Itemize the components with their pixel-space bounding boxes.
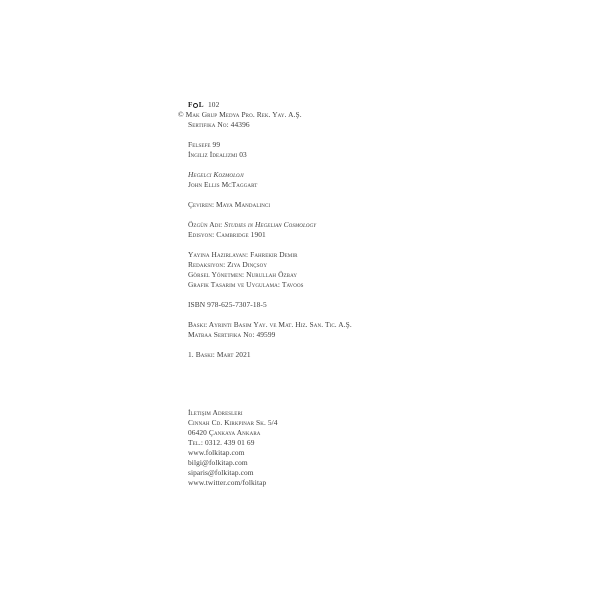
- visual-director: Görsel Yönetmen: Nurullah Özbay: [188, 270, 298, 279]
- design-line: Grafik Tasarım ve Uygulama: Tavoos: [188, 280, 304, 289]
- circle-icon: [193, 103, 198, 108]
- contact-phone: Tel.: 0312. 439 01 69: [188, 438, 255, 447]
- contact-heading: İletişim Adresleri: [188, 408, 243, 417]
- twitter-link[interactable]: www.twitter.com/folkitap: [188, 478, 267, 487]
- original-title-label: Özgün Adı:: [188, 220, 225, 229]
- website-link[interactable]: www.folkitap.com: [188, 448, 245, 457]
- contact-street: Cinnah Cd. Kirkpınar Sk. 5/4: [188, 418, 278, 427]
- translator-line: Çeviren: Maya Mandalinci: [188, 200, 271, 209]
- printer-certificate: Matbaa Sertifika No: 49599: [188, 330, 276, 339]
- series-line-1: Felsefe 99: [188, 140, 221, 149]
- original-edition: Edisyon: Cambridge 1901: [188, 230, 266, 239]
- original-title: Studies in Hegelian Cosmology: [224, 220, 317, 229]
- copyright-line: © Mak Grup Medya Pro. Rek. Yay. A.Ş.: [178, 110, 302, 119]
- original-title-line: [188, 220, 488, 230]
- series-number: 102: [208, 100, 220, 109]
- fol-logo: F L: [188, 101, 204, 109]
- colophon-page: [178, 100, 488, 488]
- publisher-certificate: Sertifika No: 44396: [188, 120, 250, 129]
- email-info-link[interactable]: bilgi@folkitap.com: [188, 458, 248, 467]
- book-author: John Ellis McTaggart: [188, 180, 258, 189]
- logo-row: [188, 100, 488, 110]
- book-title: Hegelci Kozmoloji: [188, 170, 244, 179]
- editor-line: Redaksiyon: Ziya Dinçsoy: [188, 260, 268, 269]
- edition-line: 1. Baskı: Mart 2021: [188, 350, 251, 359]
- contact-city: 06420 Çankaya Ankara: [188, 428, 261, 437]
- isbn-line: ISBN 978-625-7307-18-5: [188, 300, 267, 309]
- email-order-link[interactable]: siparis@folkitap.com: [188, 468, 254, 477]
- series-line-2: İngiliz İdealizmi 03: [188, 150, 247, 159]
- printer-line: Baskı: Ayrıntı Basım Yay. ve Mat. Hiz. San. Tic. A.Ş.: [188, 320, 352, 329]
- prepared-by: Yayına Hazırlayan: Fahrekir Demir: [188, 250, 298, 259]
